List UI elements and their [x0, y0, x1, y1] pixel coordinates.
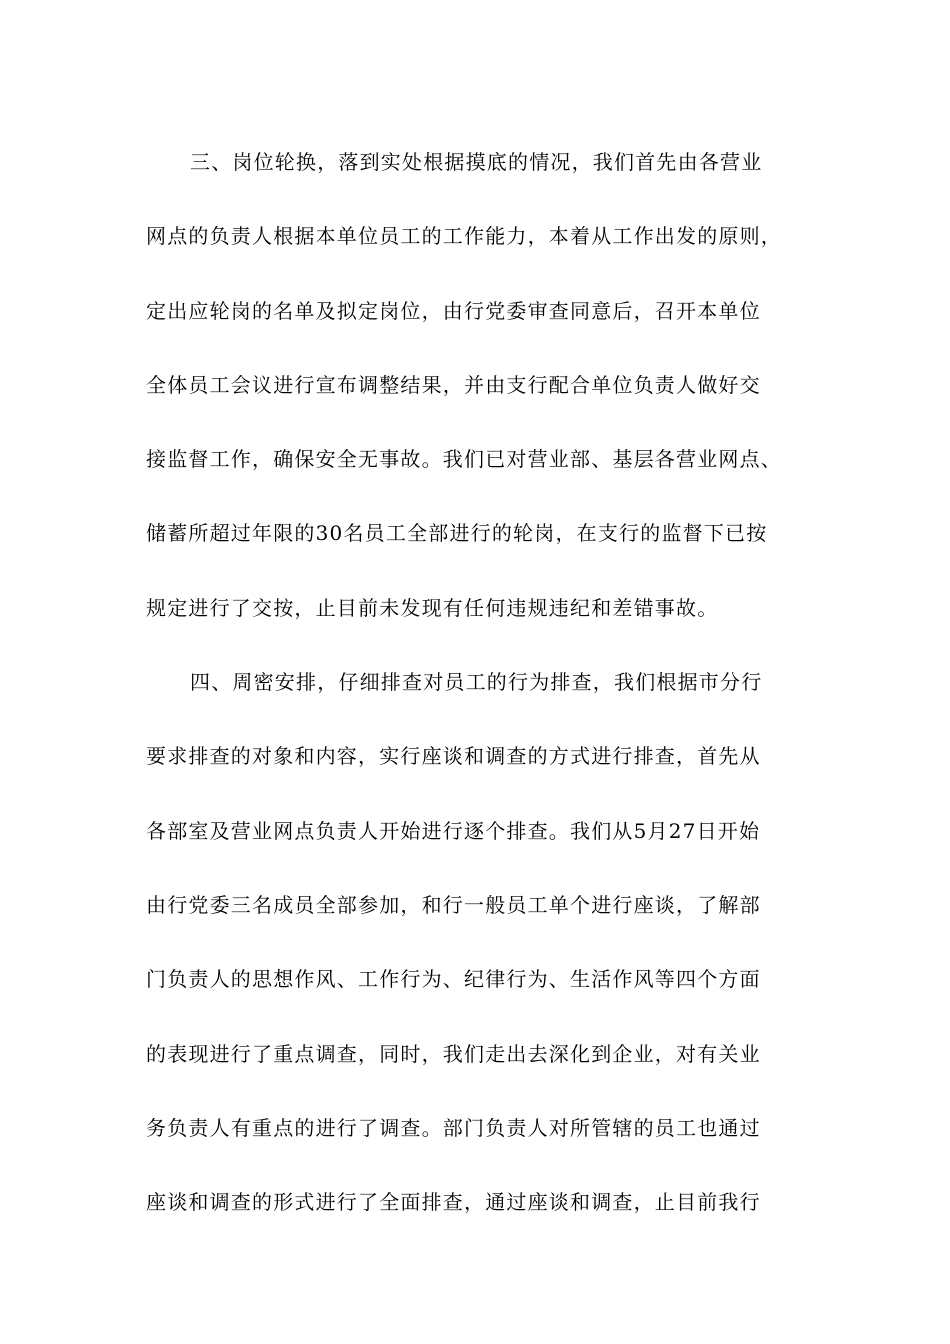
text-line: 座谈和调查的形式进行了全面排查，通过座谈和调查，止目前我行	[146, 1190, 761, 1215]
text-line	[146, 1239, 806, 1313]
text-line: 门负责人的思想作风、工作行为、纪律行为、生活作风等四个方面	[146, 967, 761, 992]
paragraph-job-rotation	[146, 125, 806, 645]
text-line: 全体员工会议进行宣布调整结果，并由支行配合单位负责人做好交	[146, 372, 761, 397]
text-line: 接监督工作，确保安全无事故。我们已对营业部、基层各营业网点、	[146, 447, 782, 472]
text-line: 储蓄所超过年限的30名员工全部进行的轮岗，在支行的监督下已按	[146, 521, 768, 546]
text-line: 各部室及营业网点负责人开始进行逐个排查。我们从5月27日开始	[146, 818, 761, 843]
text-line: 网点的负责人根据本单位员工的工作能力，本着从工作出发的原则，	[146, 224, 782, 249]
paragraph-behavior-check	[146, 645, 806, 1314]
text-line: 规定进行了交按，止目前未发现有任何违规违纪和差错事故。	[146, 595, 719, 620]
text-line: 务负责人有重点的进行了调查。部门负责人对所管辖的员工也通过	[146, 1115, 761, 1140]
text-line: 由行党委三名成员全部参加，和行一般员工单个进行座谈，了解部	[146, 892, 761, 917]
document-body	[146, 125, 806, 1314]
text-line: 要求排查的对象和内容，实行座谈和调查的方式进行排查，首先从	[146, 744, 761, 769]
text-line: 的表现进行了重点调查，同时，我们走出去深化到企业，对有关业	[146, 1041, 761, 1066]
text-line: 定出应轮岗的名单及拟定岗位，由行党委审查同意后，召开本单位	[146, 298, 761, 323]
text-line: 三、岗位轮换，落到实处根据摸底的情况，我们首先由各营业	[190, 150, 763, 174]
text-line: 四、周密安排，仔细排查对员工的行为排查，我们根据市分行	[190, 670, 763, 695]
